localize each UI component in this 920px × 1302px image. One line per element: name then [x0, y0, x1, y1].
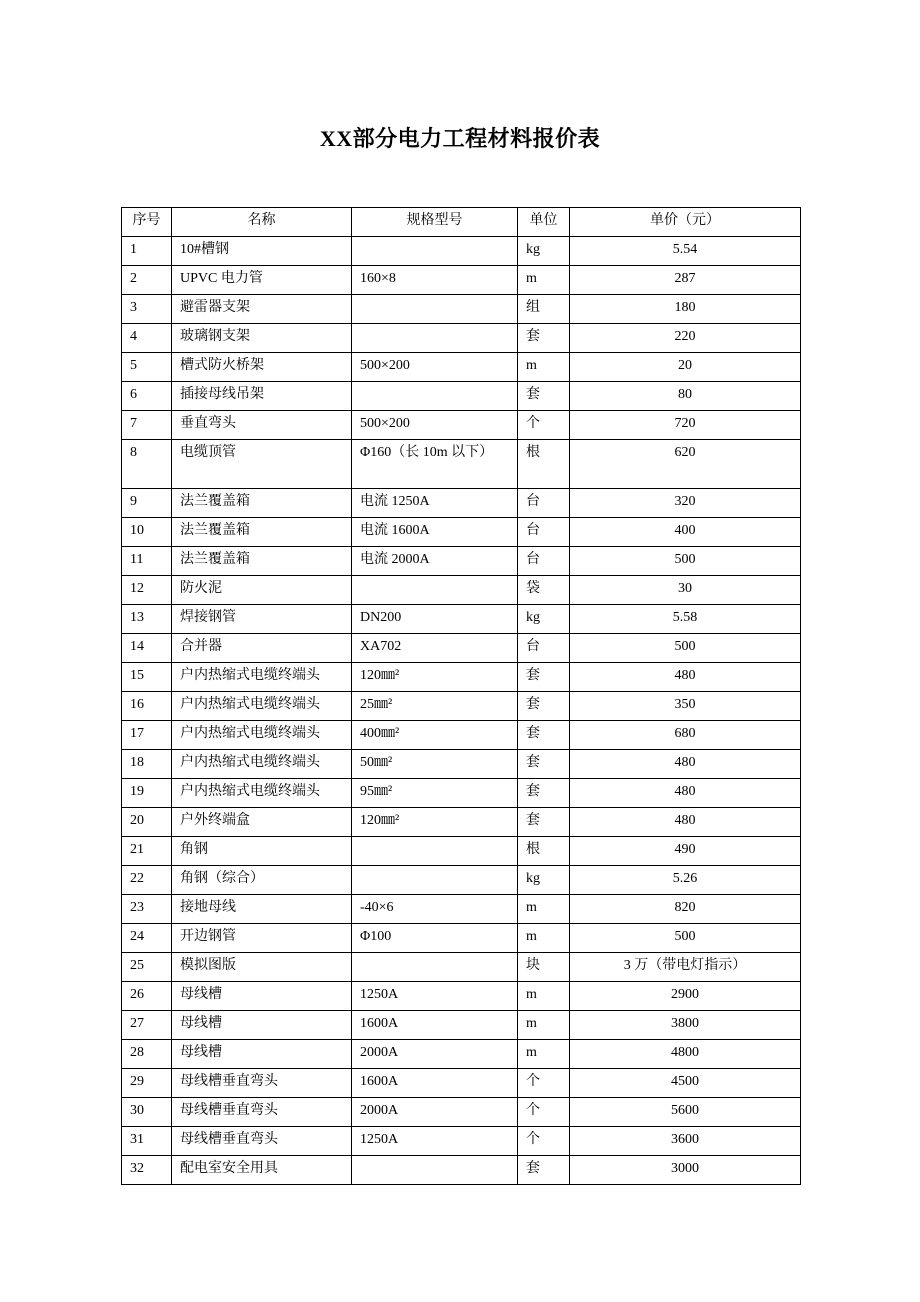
row-number: 25: [122, 953, 172, 982]
table-row: [122, 837, 801, 866]
item-unit: 根: [518, 837, 570, 866]
item-unit: 套: [518, 382, 570, 411]
header-spec: 规格型号: [352, 208, 518, 237]
row-number: 5: [122, 353, 172, 382]
item-spec: 400㎜²: [352, 721, 518, 750]
item-name: 合并器: [172, 634, 352, 663]
item-name: 开边钢管: [172, 924, 352, 953]
item-unit: 套: [518, 721, 570, 750]
item-name: 配电室安全用具: [172, 1156, 352, 1185]
item-price: 480: [570, 663, 801, 692]
item-name: 母线槽垂直弯头: [172, 1127, 352, 1156]
table-row: [122, 237, 801, 266]
item-price: 5.58: [570, 605, 801, 634]
item-spec: 120㎜²: [352, 663, 518, 692]
item-name: 插接母线吊架: [172, 382, 352, 411]
item-unit: m: [518, 895, 570, 924]
table-row: [122, 750, 801, 779]
item-spec: 电流 1250A: [352, 489, 518, 518]
row-number: 26: [122, 982, 172, 1011]
item-price: 4800: [570, 1040, 801, 1069]
table-row: [122, 721, 801, 750]
item-unit: 套: [518, 750, 570, 779]
item-spec: 1250A: [352, 982, 518, 1011]
item-name: 母线槽: [172, 982, 352, 1011]
item-name: 法兰覆盖箱: [172, 518, 352, 547]
item-name: 母线槽垂直弯头: [172, 1069, 352, 1098]
table-row: [122, 605, 801, 634]
item-price: 5.54: [570, 237, 801, 266]
table-row: [122, 440, 801, 489]
item-name: 户内热缩式电缆终端头: [172, 721, 352, 750]
row-number: 4: [122, 324, 172, 353]
row-number: 10: [122, 518, 172, 547]
item-unit: 个: [518, 1069, 570, 1098]
item-unit: m: [518, 266, 570, 295]
item-spec: -40×6: [352, 895, 518, 924]
row-number: 21: [122, 837, 172, 866]
item-spec: 2000A: [352, 1040, 518, 1069]
item-price: 3000: [570, 1156, 801, 1185]
item-price: 4500: [570, 1069, 801, 1098]
item-name: 母线槽: [172, 1011, 352, 1040]
item-name: 玻璃钢支架: [172, 324, 352, 353]
item-unit: 块: [518, 953, 570, 982]
table-row: [122, 324, 801, 353]
table-row: [122, 808, 801, 837]
header-no: 序号: [122, 208, 172, 237]
row-number: 18: [122, 750, 172, 779]
row-number: 15: [122, 663, 172, 692]
item-spec: 120㎜²: [352, 808, 518, 837]
item-price: 500: [570, 634, 801, 663]
table-row: [122, 576, 801, 605]
row-number: 19: [122, 779, 172, 808]
row-number: 28: [122, 1040, 172, 1069]
item-spec: [352, 953, 518, 982]
table-row: [122, 518, 801, 547]
header-price: 单价（元）: [570, 208, 801, 237]
item-name: UPVC 电力管: [172, 266, 352, 295]
row-number: 2: [122, 266, 172, 295]
table-row: [122, 353, 801, 382]
table-row: [122, 382, 801, 411]
table-row: [122, 895, 801, 924]
item-unit: 台: [518, 547, 570, 576]
item-unit: 台: [518, 634, 570, 663]
item-unit: m: [518, 982, 570, 1011]
item-name: 防火泥: [172, 576, 352, 605]
item-name: 垂直弯头: [172, 411, 352, 440]
item-price: 500: [570, 547, 801, 576]
item-price: 720: [570, 411, 801, 440]
item-price: 30: [570, 576, 801, 605]
item-name: 法兰覆盖箱: [172, 489, 352, 518]
item-unit: 套: [518, 663, 570, 692]
table-row: [122, 266, 801, 295]
item-spec: [352, 576, 518, 605]
table-row: [122, 663, 801, 692]
row-number: 31: [122, 1127, 172, 1156]
row-number: 32: [122, 1156, 172, 1185]
item-spec: 1600A: [352, 1011, 518, 1040]
row-number: 29: [122, 1069, 172, 1098]
table-row: [122, 1040, 801, 1069]
item-unit: 台: [518, 489, 570, 518]
table-row: [122, 489, 801, 518]
item-spec: [352, 295, 518, 324]
item-price: 3 万（带电灯指示）: [570, 953, 801, 982]
row-number: 8: [122, 440, 172, 489]
row-number: 14: [122, 634, 172, 663]
table-row: [122, 634, 801, 663]
item-price: 500: [570, 924, 801, 953]
table-row: [122, 982, 801, 1011]
item-name: 户内热缩式电缆终端头: [172, 779, 352, 808]
item-unit: m: [518, 924, 570, 953]
item-unit: m: [518, 1011, 570, 1040]
header-name: 名称: [172, 208, 352, 237]
item-name: 户外终端盒: [172, 808, 352, 837]
item-name: 角钢（综合）: [172, 866, 352, 895]
item-spec: 50㎜²: [352, 750, 518, 779]
item-spec: Φ160（长 10m 以下）: [352, 440, 518, 489]
item-spec: [352, 866, 518, 895]
item-unit: 套: [518, 692, 570, 721]
item-spec: [352, 1156, 518, 1185]
row-number: 13: [122, 605, 172, 634]
table-body: [122, 237, 801, 1185]
table-row: [122, 866, 801, 895]
item-unit: 个: [518, 411, 570, 440]
item-spec: 95㎜²: [352, 779, 518, 808]
table-row: [122, 1098, 801, 1127]
row-number: 6: [122, 382, 172, 411]
item-spec: 2000A: [352, 1098, 518, 1127]
item-spec: DN200: [352, 605, 518, 634]
item-unit: kg: [518, 866, 570, 895]
row-number: 30: [122, 1098, 172, 1127]
item-unit: 根: [518, 440, 570, 489]
item-price: 3600: [570, 1127, 801, 1156]
item-price: 5600: [570, 1098, 801, 1127]
item-spec: 500×200: [352, 353, 518, 382]
item-spec: 1250A: [352, 1127, 518, 1156]
table-row: [122, 1011, 801, 1040]
table-row: [122, 411, 801, 440]
table-row: [122, 547, 801, 576]
item-spec: [352, 237, 518, 266]
row-number: 1: [122, 237, 172, 266]
row-number: 23: [122, 895, 172, 924]
item-price: 3800: [570, 1011, 801, 1040]
header-unit: 单位: [518, 208, 570, 237]
item-name: 母线槽: [172, 1040, 352, 1069]
row-number: 9: [122, 489, 172, 518]
item-name: 模拟图版: [172, 953, 352, 982]
item-spec: 1600A: [352, 1069, 518, 1098]
item-price: 80: [570, 382, 801, 411]
item-price: 490: [570, 837, 801, 866]
row-number: 20: [122, 808, 172, 837]
item-name: 焊接钢管: [172, 605, 352, 634]
table-row: [122, 1127, 801, 1156]
item-price: 20: [570, 353, 801, 382]
item-unit: 套: [518, 779, 570, 808]
item-unit: 组: [518, 295, 570, 324]
item-name: 户内热缩式电缆终端头: [172, 750, 352, 779]
item-unit: 袋: [518, 576, 570, 605]
item-unit: 套: [518, 1156, 570, 1185]
row-number: 3: [122, 295, 172, 324]
item-price: 680: [570, 721, 801, 750]
item-name: 槽式防火桥架: [172, 353, 352, 382]
row-number: 11: [122, 547, 172, 576]
item-unit: 台: [518, 518, 570, 547]
table-row: [122, 1069, 801, 1098]
table-row: [122, 924, 801, 953]
item-unit: kg: [518, 605, 570, 634]
item-spec: Φ100: [352, 924, 518, 953]
item-name: 母线槽垂直弯头: [172, 1098, 352, 1127]
row-number: 24: [122, 924, 172, 953]
item-spec: 电流 2000A: [352, 547, 518, 576]
item-spec: 160×8: [352, 266, 518, 295]
item-unit: m: [518, 1040, 570, 1069]
item-name: 角钢: [172, 837, 352, 866]
item-spec: [352, 837, 518, 866]
item-price: 620: [570, 440, 801, 489]
item-price: 320: [570, 489, 801, 518]
page-title: XX部分电力工程材料报价表: [319, 126, 601, 151]
row-number: 17: [122, 721, 172, 750]
item-spec: XA702: [352, 634, 518, 663]
item-spec: [352, 382, 518, 411]
item-name: 户内热缩式电缆终端头: [172, 692, 352, 721]
table-row: [122, 1156, 801, 1185]
table-header-row: [122, 208, 801, 237]
item-price: 480: [570, 808, 801, 837]
item-name: 避雷器支架: [172, 295, 352, 324]
item-price: 350: [570, 692, 801, 721]
item-unit: 套: [518, 808, 570, 837]
item-spec: [352, 324, 518, 353]
item-price: 180: [570, 295, 801, 324]
item-price: 480: [570, 750, 801, 779]
table-row: [122, 692, 801, 721]
item-unit: kg: [518, 237, 570, 266]
item-unit: 个: [518, 1098, 570, 1127]
item-spec: 500×200: [352, 411, 518, 440]
item-price: 5.26: [570, 866, 801, 895]
table-row: [122, 779, 801, 808]
item-unit: m: [518, 353, 570, 382]
item-price: 480: [570, 779, 801, 808]
row-number: 7: [122, 411, 172, 440]
item-name: 接地母线: [172, 895, 352, 924]
row-number: 27: [122, 1011, 172, 1040]
item-spec: 25㎜²: [352, 692, 518, 721]
item-price: 220: [570, 324, 801, 353]
item-name: 10#槽钢: [172, 237, 352, 266]
item-spec: 电流 1600A: [352, 518, 518, 547]
item-name: 电缆顶管: [172, 440, 352, 489]
item-name: 法兰覆盖箱: [172, 547, 352, 576]
row-number: 16: [122, 692, 172, 721]
item-price: 400: [570, 518, 801, 547]
item-name: 户内热缩式电缆终端头: [172, 663, 352, 692]
row-number: 22: [122, 866, 172, 895]
row-number: 12: [122, 576, 172, 605]
item-price: 287: [570, 266, 801, 295]
price-table: [121, 207, 801, 1185]
item-price: 820: [570, 895, 801, 924]
item-price: 2900: [570, 982, 801, 1011]
item-unit: 套: [518, 324, 570, 353]
item-unit: 个: [518, 1127, 570, 1156]
table-row: [122, 953, 801, 982]
table-row: [122, 295, 801, 324]
